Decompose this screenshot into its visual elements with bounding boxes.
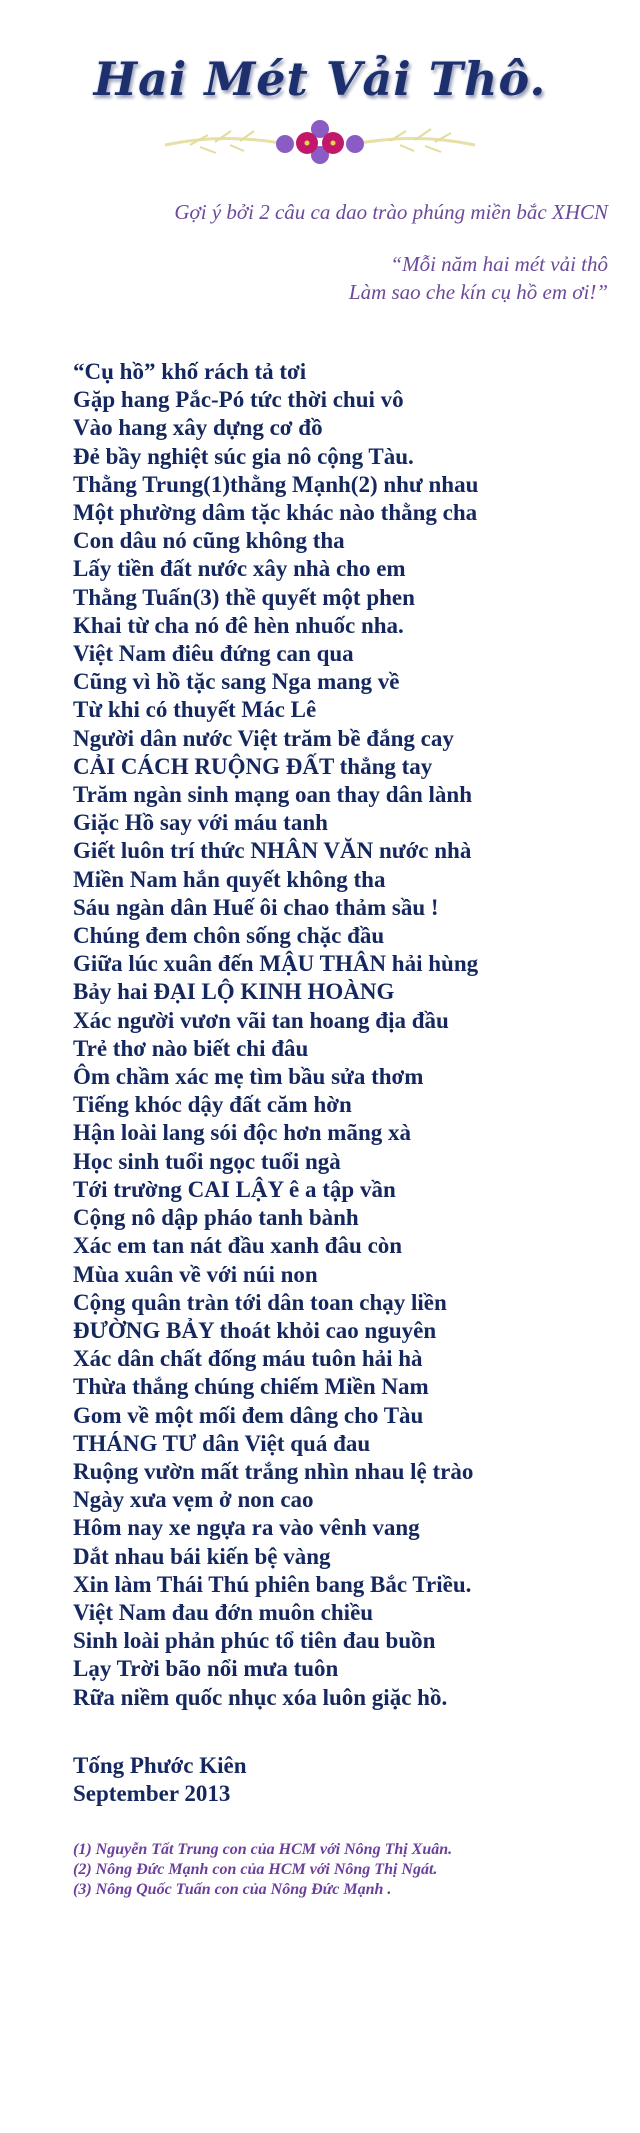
- subtitle: Gợi ý bởi 2 câu ca dao trào phúng miền bắc XHCN: [174, 200, 608, 224]
- epigraph-line: “Mỗi năm hai mét vải thô: [390, 252, 608, 276]
- poem-line: Thằng Tuấn(3) thề quyết một phen: [73, 584, 415, 610]
- poem-line: Miền Nam hắn quyết không tha: [73, 866, 386, 892]
- poem-line: Việt Nam đau đớn muôn chiều: [73, 1599, 374, 1625]
- footnote: (3) Nông Quốc Tuấn con của Nông Đức Mạnh .: [73, 1881, 392, 1898]
- poem-line: Giặc Hồ say với máu tanh: [73, 810, 328, 836]
- epigraph: [349, 250, 608, 306]
- poem-line: Vào hang xây dựng cơ đồ: [73, 415, 323, 441]
- poem-body: [73, 358, 478, 1712]
- footnotes: [73, 1840, 452, 1900]
- poem-line: Tới trường CAI LẬY ê a tập vần: [73, 1176, 396, 1202]
- poem-line: Gặp hang Pắc-Pó tức thời chui vô: [73, 387, 404, 413]
- poem-line: Thằng Trung(1)thằng Mạnh(2) như nhau: [73, 471, 479, 497]
- poem-line: Học sinh tuổi ngọc tuổi ngà: [73, 1148, 341, 1174]
- poem-line: Lạy Trời bão nổi mưa tuôn: [73, 1656, 339, 1682]
- poem-line: Trăm ngàn sinh mạng oan thay dân lành: [73, 782, 473, 808]
- poem-line: Mùa xuân về với núi non: [73, 1261, 318, 1287]
- poem-line: Ngày xưa vẹm ở non cao: [73, 1487, 314, 1513]
- poem-line: Giữa lúc xuân đến MẬU THÂN hải hùng: [73, 951, 479, 977]
- poem-line: Giết luôn trí thức NHÂN VĂN nước nhà: [73, 838, 472, 864]
- poem-line: Cộng nô dập pháo tanh bành: [73, 1205, 359, 1231]
- poem-line: Gom về một mối đem dâng cho Tàu: [73, 1402, 424, 1428]
- poem-line: Một phường dâm tặc khác nào thằng cha: [73, 500, 478, 526]
- poem-line: ĐƯỜNG BẢY thoát khỏi cao nguyên: [73, 1317, 437, 1343]
- poem-line: Cũng vì hồ tặc sang Nga mang về: [73, 669, 400, 695]
- poem-line: Người dân nước Việt trăm bề đắng cay: [73, 725, 454, 751]
- poem-line: Con dâu nó cũng không tha: [73, 528, 345, 554]
- flower-vine-ornament-icon: [160, 115, 480, 165]
- poem-line: Cộng quân tràn tới dân toan chạy liền: [73, 1289, 447, 1315]
- poem-line: Trẻ thơ nào biết chi đâu: [73, 1035, 309, 1061]
- poem-line: Thừa thắng chúng chiếm Miền Nam: [73, 1374, 429, 1400]
- poem-line: Sinh loài phản phúc tổ tiên đau buồn: [73, 1628, 436, 1654]
- poem-line: Khai từ cha nó đê hèn nhuốc nha.: [73, 612, 404, 638]
- poem-title: Hai Mét Vải Thô.: [93, 52, 547, 106]
- poem-line: Sáu ngàn dân Huế ôi chao thảm sầu !: [73, 894, 439, 920]
- poem-line: Xác dân chất đống máu tuôn hải hà: [73, 1346, 423, 1372]
- poem-line: Ruộng vườn mất trắng nhìn nhau lệ trào: [73, 1458, 474, 1484]
- poem-line: Tiếng khóc dậy đất căm hờn: [73, 1092, 352, 1118]
- poem-line: Xác người vươn vãi tan hoang địa đầu: [73, 1007, 449, 1033]
- poem-line: Hôm nay xe ngựa ra vào vênh vang: [73, 1515, 420, 1541]
- poem-line: “Cụ hồ” khố rách tả tơi: [73, 359, 307, 384]
- poem-line: Hận loài lang sói độc hơn mãng xà: [73, 1120, 412, 1146]
- poem-line: Việt Nam điêu đứng can qua: [73, 641, 354, 667]
- poem-line: THÁNG TƯ dân Việt quá đau: [73, 1430, 371, 1456]
- poem-line: Xin làm Thái Thú phiên bang Bắc Triều.: [73, 1571, 472, 1597]
- poem-line: Xác em tan nát đầu xanh đâu còn: [73, 1233, 403, 1259]
- poem-line: Dắt nhau bái kiến bệ vàng: [73, 1543, 331, 1569]
- poem-line: CẢI CÁCH RUỘNG ĐẤT thẳng tay: [73, 753, 433, 779]
- poem-line: Từ khi có thuyết Mác Lê: [73, 697, 317, 723]
- poem-line: Bảy hai ĐẠI LỘ KINH HOÀNG: [73, 979, 395, 1005]
- poem-line: Đẻ bầy nghiệt súc gia nô cộng Tàu.: [73, 443, 414, 469]
- author-name: Tống Phước Kiên: [73, 1753, 247, 1778]
- epigraph-line: Làm sao che kín cụ hồ em ơi!”: [348, 280, 608, 304]
- poem-line: Lấy tiền đất nước xây nhà cho em: [73, 556, 406, 582]
- poem-line: Chúng đem chôn sống chặc đầu: [73, 923, 385, 949]
- footnote: (2) Nông Đức Mạnh con của HCM với Nông Thị Ngát.: [73, 1861, 438, 1878]
- date: September 2013: [73, 1781, 231, 1806]
- signature: [73, 1752, 247, 1808]
- footnote: (1) Nguyễn Tất Trung con của HCM với Nông Thị Xuân.: [73, 1841, 453, 1858]
- poem-line: Rữa niềm quốc nhục xóa luôn giặc hồ.: [73, 1684, 448, 1710]
- poem-line: Ôm chầm xác mẹ tìm bầu sửa thơm: [73, 1064, 424, 1090]
